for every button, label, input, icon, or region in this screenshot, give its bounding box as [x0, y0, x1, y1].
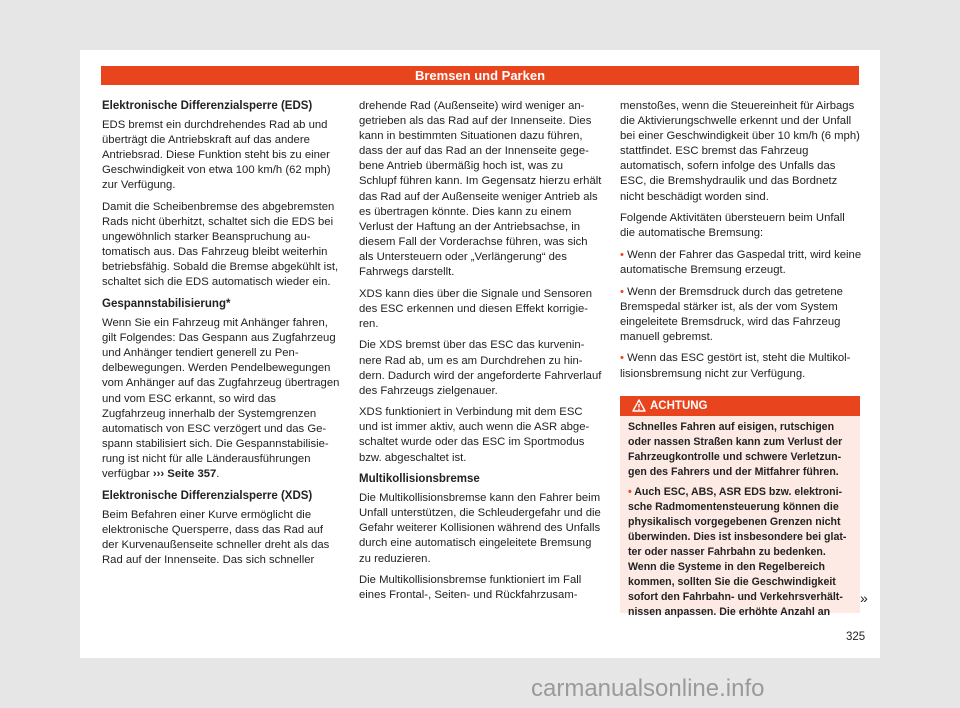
page-number: 325: [846, 631, 866, 643]
heading-trailer-stabilization: Gespannstabilisierung*: [102, 298, 231, 311]
bullet-icon: •: [620, 352, 624, 365]
paragraph: Folgende Aktivitäten übersteuern beim Unfall die automatische Bremsung:: [620, 212, 845, 240]
page-reference-link[interactable]: ››› Seite 357: [152, 467, 217, 480]
paragraph: Die Multikollisionsbremse funktioniert im Fall eines Frontal-, Seiten- und Rückfahrzusam-: [359, 574, 582, 602]
watermark: carmanualsonline.info: [531, 675, 765, 702]
paragraph: menstoßes, wenn die Steuereinheit für Airbags die Aktivierungschwelle erkennt und der Unfall bei einer Geschwindigkeit über 10 km/h (6 mph) stattfindet. ESC bremst das Fahrzeug automatisch, sofern infolge des Unfalls das ESC, die Bremshydraulik und das Bordnetz nicht beschädigt worden sind.: [620, 100, 860, 203]
warning-box: [620, 396, 860, 618]
bullet-text: Wenn das ESC gestört ist, steht die Multikollisionsbremsung nicht zur Verfügung.: [620, 352, 851, 380]
bullet-text: Wenn der Fahrer das Gaspedal tritt, wird keine automatische Bremsung erzeugt.: [620, 248, 862, 276]
heading-xds: Elektronische Differenzialsperre (XDS): [102, 489, 313, 502]
warning-body: [620, 416, 860, 620]
warning-bullet: [628, 485, 852, 620]
column-3: [620, 99, 862, 388]
heading-eds: Elektronische Differenzialsperre (EDS): [102, 100, 313, 112]
paragraph-text: Wenn Sie ein Fahrzeug mit Anhänger fahren, gilt Folgendes: Das Gespann aus Zugfahrzeug und Anhänger tendiert generell zu Pendelbewegungen. Werden Pendelbewegungen vom Anhänger auf das Zugfahrzeug übertragen und vom ESC erkannt, so wird das Zugfahrzeug innerhalb der Systemgrenzen automatisch von ESC verzögert und das Gespann stabilisiert sich. Die Gespannstabilisierung ist nicht für alle Länderausführungen verfügbar: [102, 317, 340, 480]
warning-paragraph: Schnelles Fahren auf eisigen, rutschigen oder nassen Straßen kann zum Verlust der Fahrzeugkontrolle und schwere Verletzungen des Fahrers und der Mitfahrer führen.: [628, 421, 843, 478]
bullet-text: Wenn der Bremsdruck durch das getretene Bremspedal stärker ist, als der vom System eingeleitete Bremsdruck, wird das Fahrzeug manuell gebremst.: [620, 285, 843, 343]
bullet-icon: •: [620, 248, 624, 261]
bullet-item: [620, 285, 862, 345]
bullet-item: [620, 248, 862, 278]
paragraph: Die Multikollisionsbremse kann den Fahrer beim Unfall unterstützen, die Schleudergefahr und die Gefahr weiterer Kollisionen während des Unfalls durch eine automatisch eingeleitete Bremsung zu reduzieren.: [359, 492, 601, 565]
continue-marker: »: [860, 590, 868, 606]
paragraph: Damit die Scheibenbremse des abgebremsten Rads nicht überhitzt, schaltet sich die EDS bei ungewöhnlich starker Beanspruchung automatisch aus. Das Fahrzeug bleibt weiterhin betriebsfähig. Sobald die Bremse abgekühlt ist, schaltet sich die EDS automatisch wieder ein.: [102, 200, 339, 289]
paragraph: drehende Rad (Außenseite) wird weniger angetrieben als das Rad auf der Innenseite. Dies kann in bestimmten Situationen dazu führen, dass der auf das Rad an der Innenseite gegebene Antrieb übermäßig hoch ist, was zu Schlupf führen kann. Im Gegensatz hierzu erhält das Rad auf der Außenseite weniger Antrieb als es übertragen könnte. Dies kann zu einem Verlust der Haftung an der Antriebsachse, in diesem Fall der Vorderachse führen, was sich als Untersteuern oder „Verlängerung“ des Fahrwegs darstellt.: [359, 100, 602, 279]
warning-triangle-icon: [632, 399, 646, 412]
paragraph: XDS kann dies über die Signale und Sensoren des ESC erkennen und diesen Effekt korrigieren.: [359, 287, 592, 330]
bullet-item: [620, 351, 862, 381]
warning-title: ACHTUNG: [650, 400, 708, 412]
bullet-icon: •: [628, 486, 632, 498]
paragraph: XDS funktioniert in Verbindung mit dem ESC und ist immer aktiv, auch wenn die ASR abgeschaltet wurde oder das ESC im Sportmodus bzw. abgeschaltet ist.: [359, 406, 590, 464]
column-2: [359, 99, 602, 610]
heading-multicollision-brake: Multikollisionsbremse: [359, 473, 480, 486]
warning-header: [620, 396, 860, 416]
bullet-icon: •: [620, 285, 624, 298]
paragraph: Beim Befahren einer Kurve ermöglicht die elektronische Quersperre, dass das Rad auf der Kurvenaußenseite schneller dreht als das Rad auf der Innenseite. Das sich schneller: [102, 508, 330, 566]
paragraph: EDS bremst ein durchdrehendes Rad ab und überträgt die Antriebskraft auf das andere Antriebsrad. Diese Funktion steht bis zu einer Geschwindigkeit von etwa 100 km/h (62 mph) zur Verfügung.: [102, 119, 331, 192]
section-header: Bremsen und Parken: [101, 66, 859, 85]
column-1: [102, 99, 342, 574]
paragraph: Die XDS bremst über das ESC das kurveninnere Rad ab, um es am Durchdrehen zu hindern. Dadurch wird der angeforderte Fahrverlauf des Fahrzeugs zielgenauer.: [359, 339, 602, 397]
warning-bullet-text: Auch ESC, ABS, ASR EDS bzw. elektronische Radmomentensteuerung können die physikalisch vorgegebenen Grenzen nicht überwinden. Dies ist insbesondere bei glatter oder nasser Fahrbahn zu bedenken. Wenn die Systeme in den Regelbereich kommen, sollten Sie die Geschwindigkeit sofort den Fahrbahn- und Verkehrsverhältnissen anpassen. Die erhöhte Anzahl an: [628, 486, 847, 618]
paragraph: Wenn Sie ein Fahrzeug mit Anhänger fahren, gilt Folgendes: Das Gespann aus Zugfahrzeug und Anhänger tendiert generell zu Pendelbewegungen. Werden Pendelbewegungen vom Anhänger auf das Zugfahrzeug übertragen und vom ESC erkannt, so wird das Zugfahrzeug innerhalb der Systemgrenzen automatisch von ESC verzögert und das Gespann stabilisiert sich. Die Gespannstabilisierung ist nicht für alle Länderausführungen verfügbar ››› Seite 357.: [102, 317, 340, 480]
